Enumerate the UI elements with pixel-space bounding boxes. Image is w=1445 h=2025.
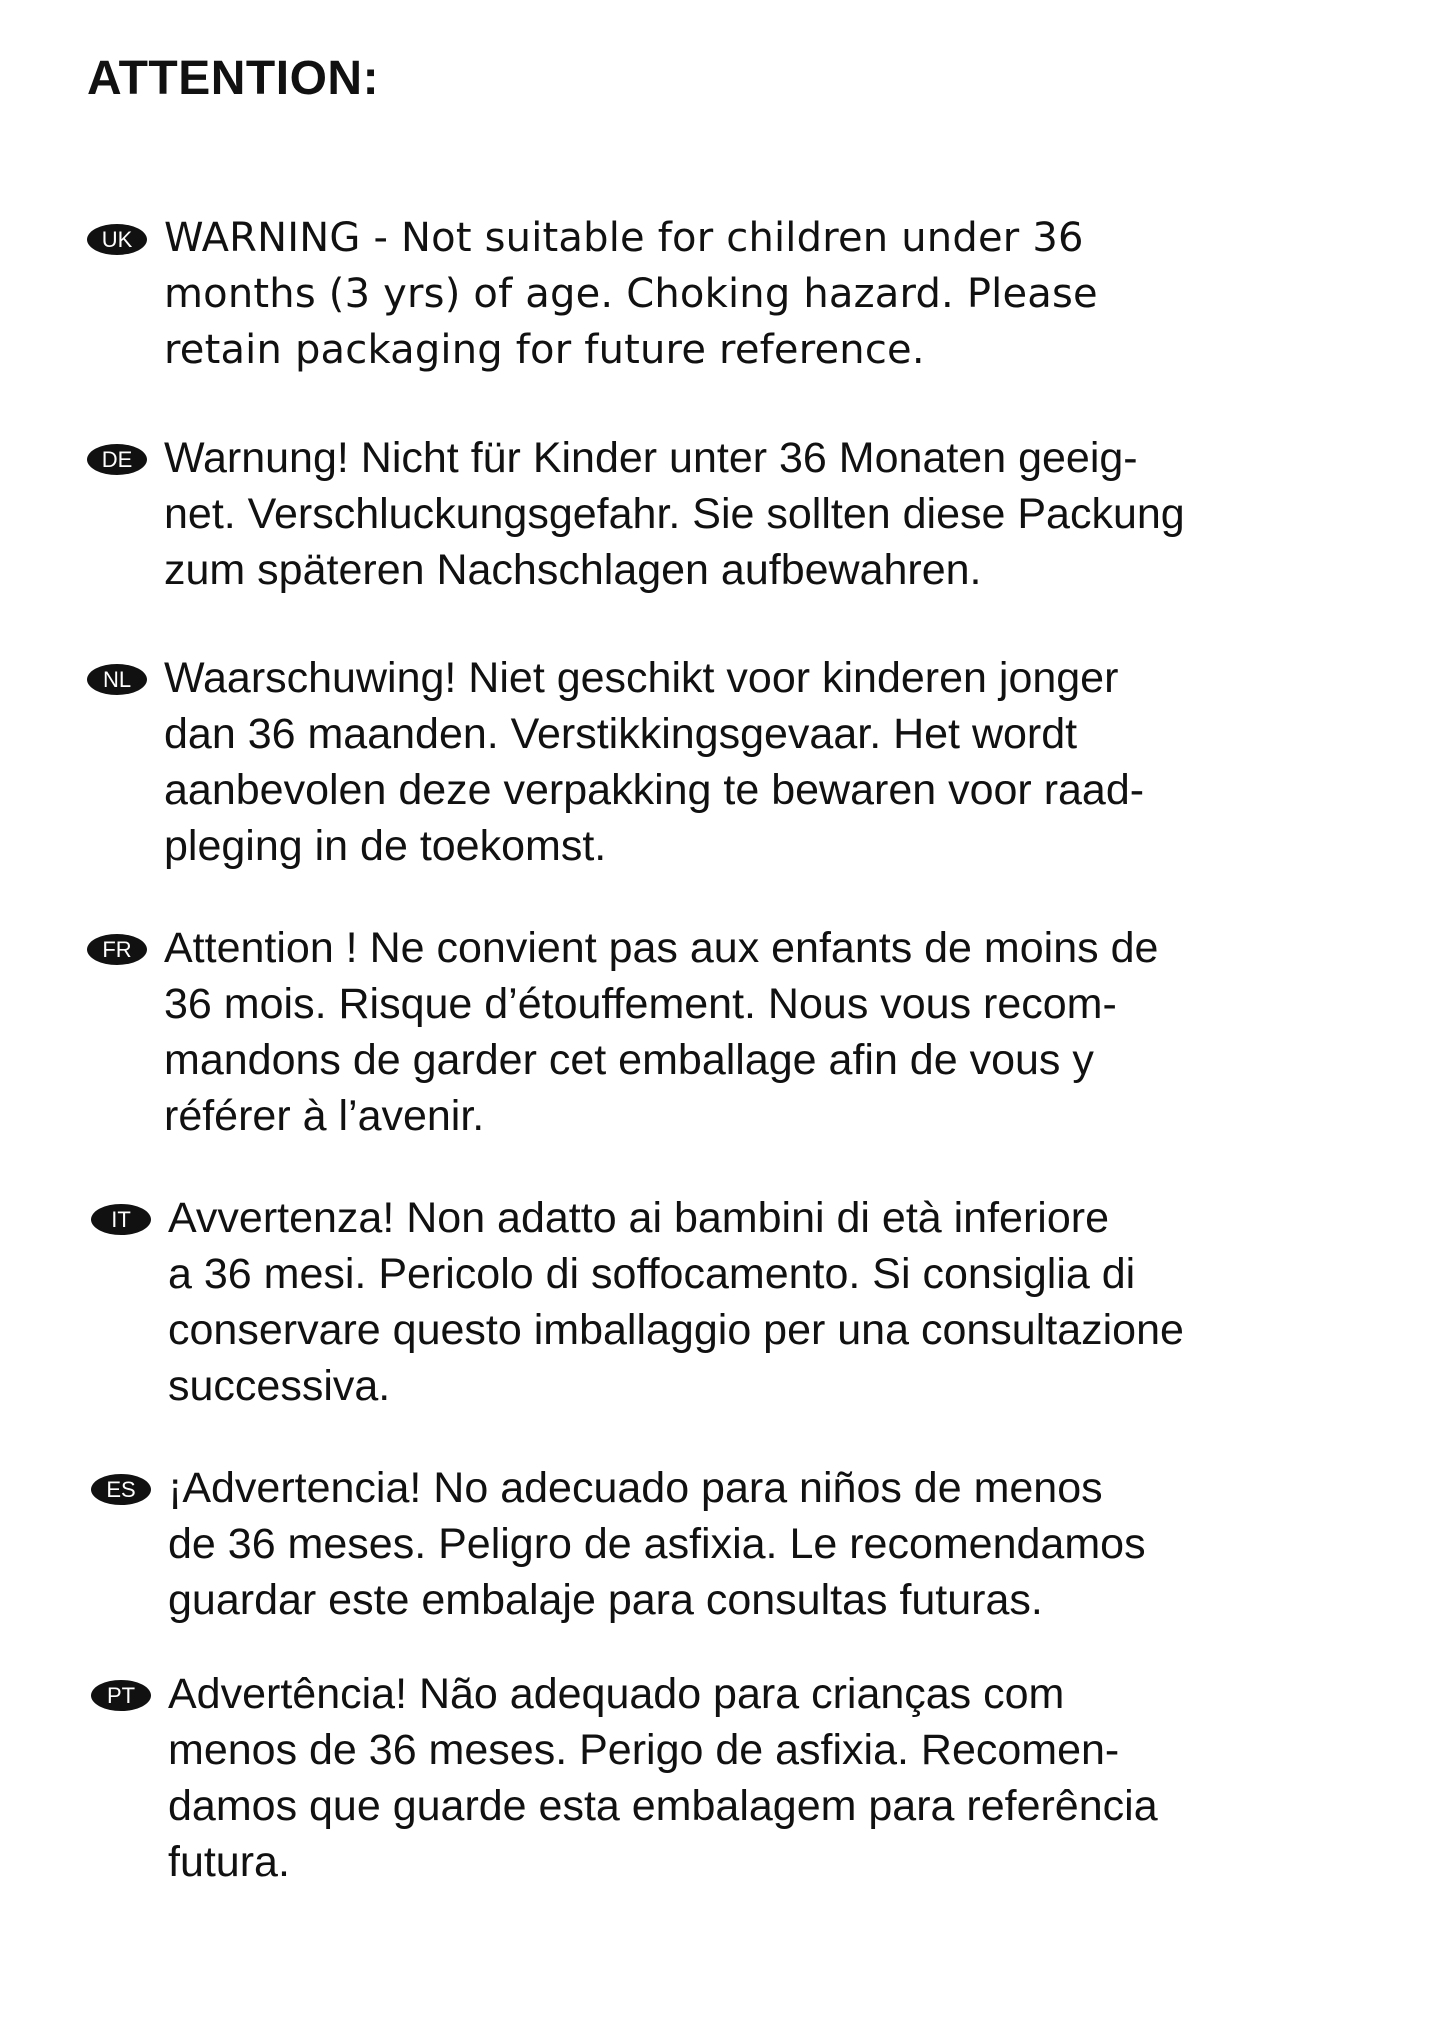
page-title: ATTENTION: (87, 52, 380, 105)
warning-text-pt: Advertência! Não adequado para crianças com menos de 36 meses. Perigo de asfixia. Recomen- damos que guarde esta embalagem para referência futura. (168, 1670, 1158, 1886)
warning-text-es: ¡Advertencia! No adecuado para niños de menos de 36 meses. Peligro de asfixia. Le recomendamos guardar este embalaje para consultas futuras. (168, 1464, 1146, 1624)
language-badge-it: IT (91, 1204, 151, 1235)
language-badge-pt: PT (91, 1680, 151, 1711)
warning-text-uk: WARNING - Not suitable for children under 36 months (3 yrs) of age. Choking hazard. Please retain packaging for future reference. (164, 215, 1098, 373)
warning-text-it: Avvertenza! Non adatto ai bambini di età inferiore a 36 mesi. Pericolo di soffocamento. Si consiglia di conservare questo imballaggio per una consultazione successiva. (168, 1194, 1184, 1410)
language-badge-es: ES (91, 1474, 151, 1505)
warning-text-fr: Attention ! Ne convient pas aux enfants de moins de 36 mois. Risque d’étouffement. Nous vous recom- mandons de garder cet emballage afin de vous y référer à l’avenir. (164, 924, 1159, 1140)
warning-text-de: Warnung! Nicht für Kinder unter 36 Monaten geeig- net. Verschluckungsgefahr. Sie sollten diese Packung zum späteren Nachschlagen aufbewahren. (164, 434, 1185, 594)
warning-text-nl: Waarschuwing! Niet geschikt voor kinderen jonger dan 36 maanden. Verstikkingsgevaar. Het wordt aanbevolen deze verpakking te bewaren voor raad- pleging in de toekomst. (164, 654, 1145, 870)
language-badge-nl: NL (87, 664, 147, 695)
language-badge-uk: UK (87, 224, 147, 255)
language-badge-de: DE (87, 444, 147, 475)
language-badge-fr: FR (87, 934, 147, 965)
